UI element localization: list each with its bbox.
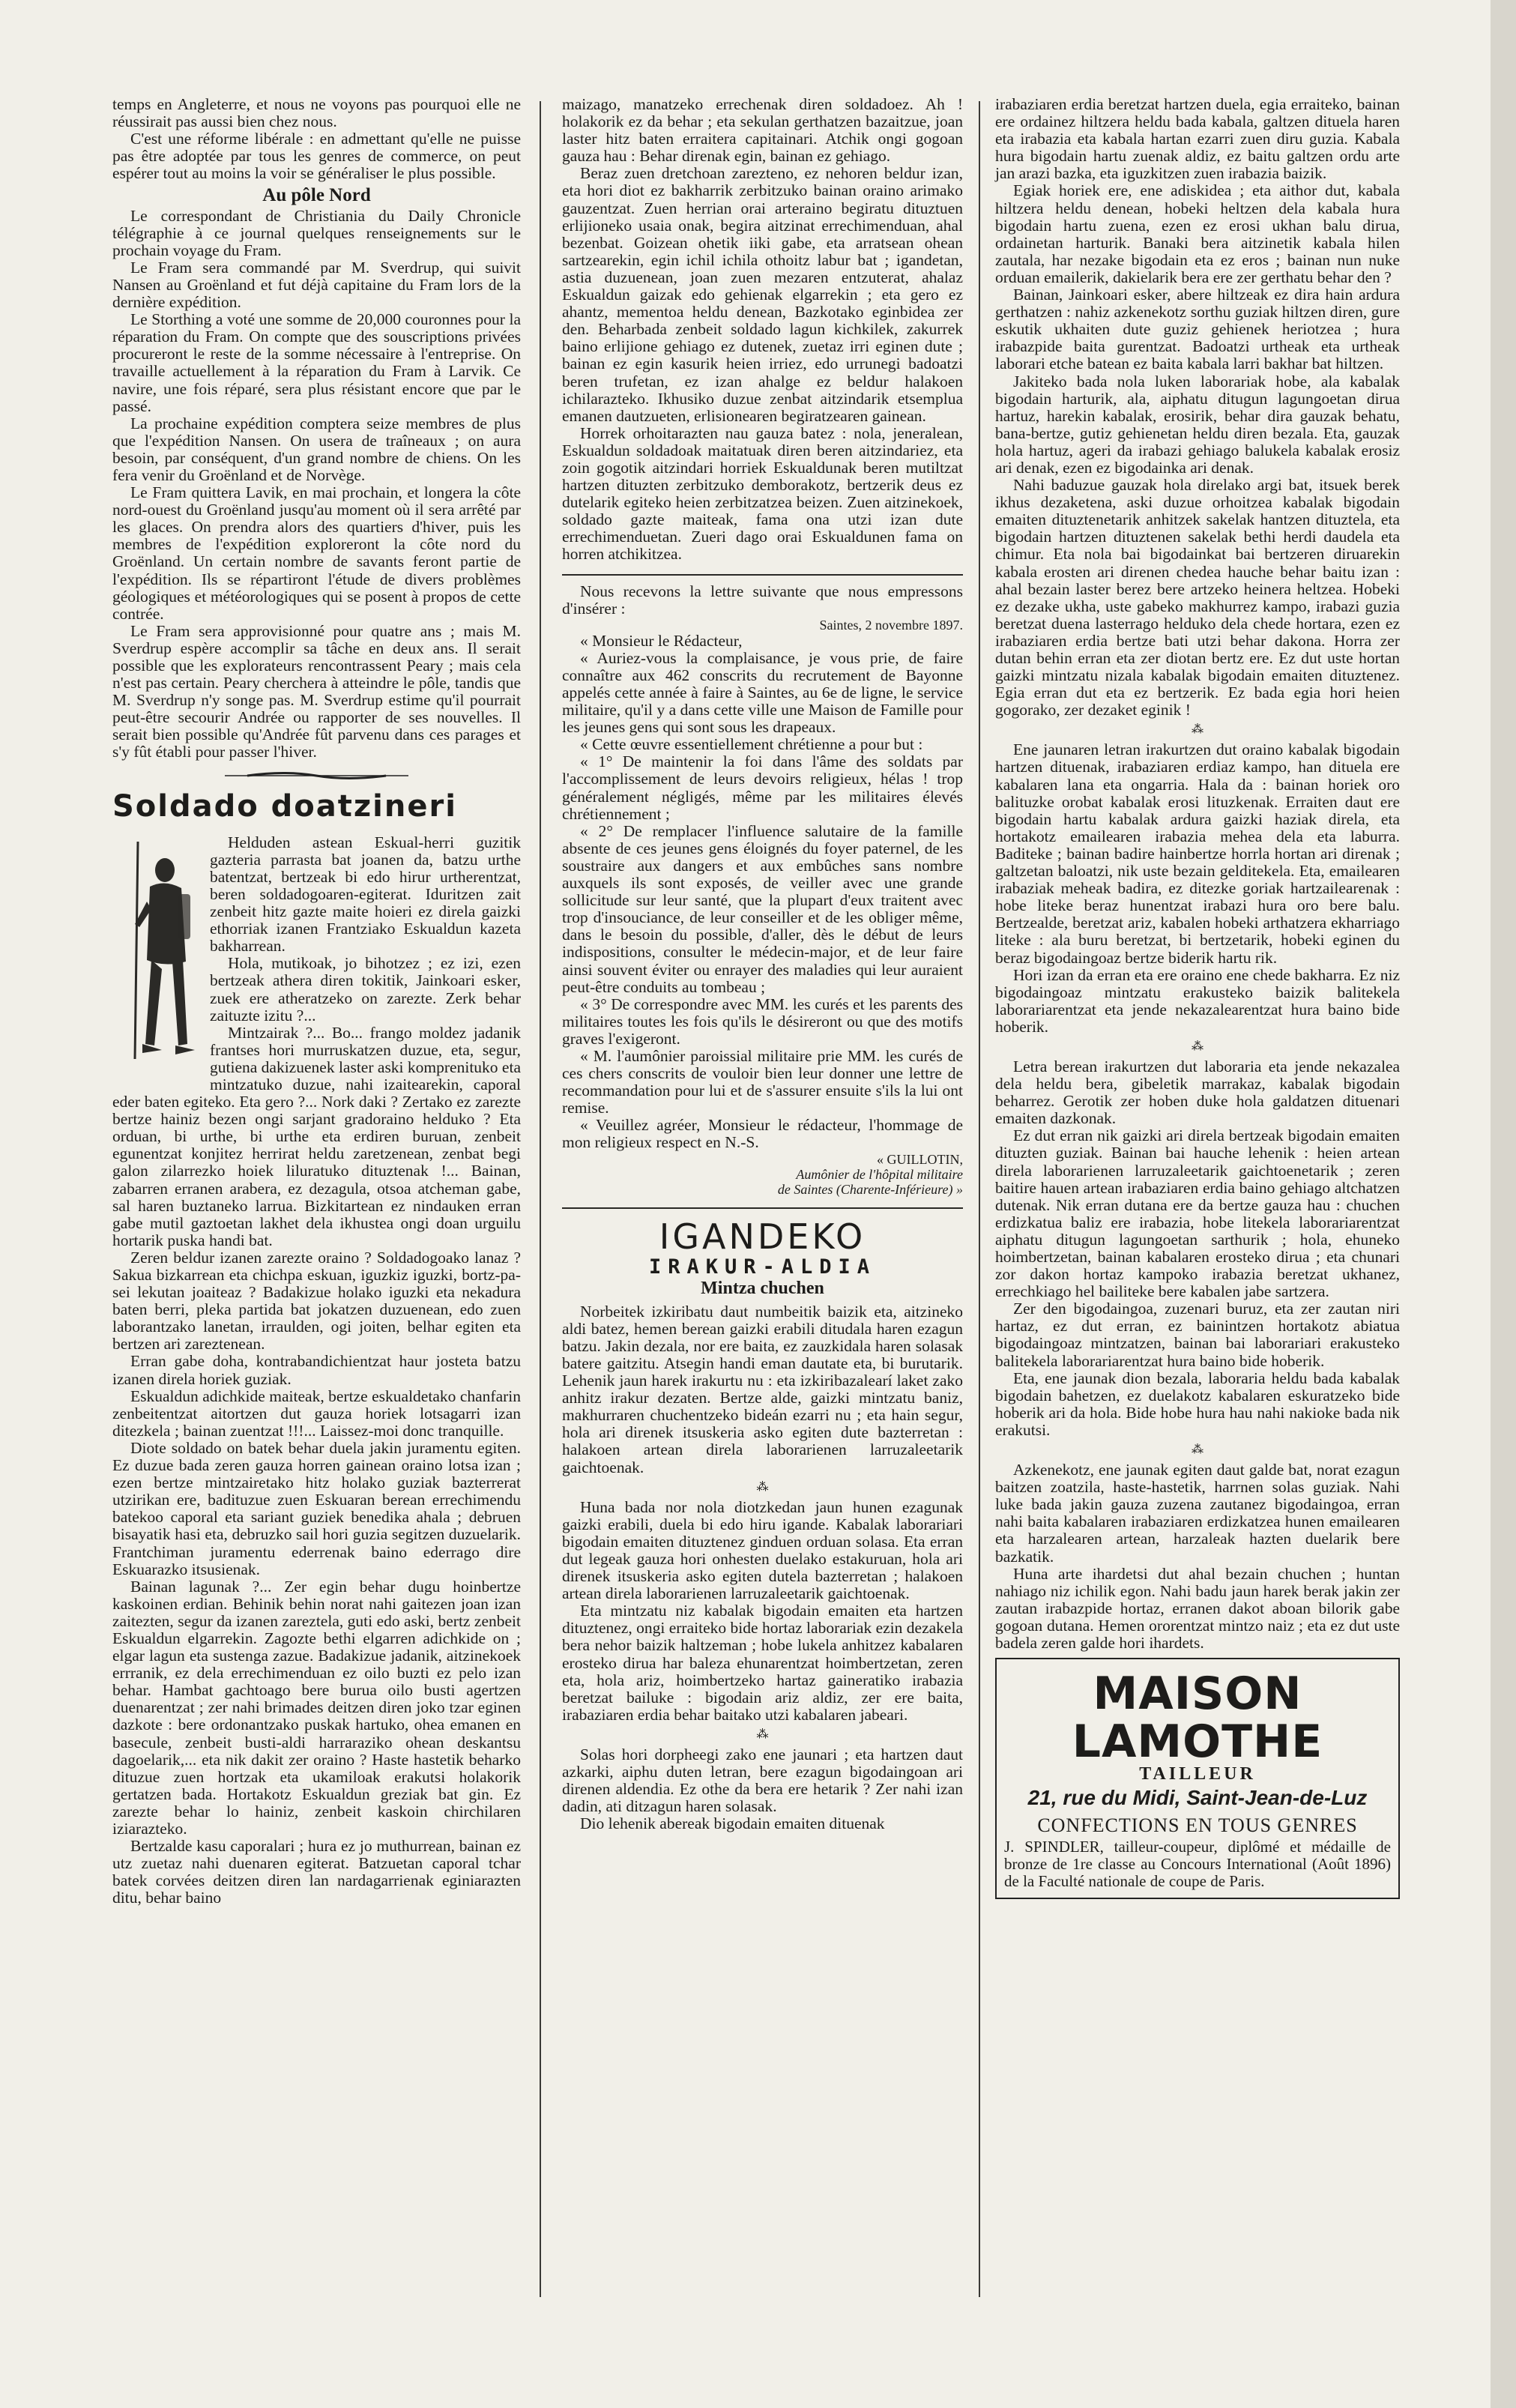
advertisement-box bbox=[995, 1658, 1400, 1899]
paragraph: Horrek orhoitarazten nau gauza batez : nola, jeneralean, Eskualdun soldadoak maitatuak diren beren aitzindariez, eta zoin gogotik aitzindari horriek Eskualdunak beren mutiltzat hartzen dituzten zerbitzuko demborakotz, bertzerik deus ez dutelarik egiteko heien zerbitzatzea beizen. Zuen aitzinekoek, soldado gazte maiteak, fama ona utzi izan dute errechimenduetan. Zueri dago orai Eskualdunen fama on horren atchikitzea. bbox=[562, 423, 963, 564]
paragraph: « M. l'aumônier paroissial militaire prie MM. les curés de ces chers conscrits de vouloir bien leur donner une lettre de recommandation pour lui et de s'assurer ensuite s'ils la lui ont remise. bbox=[562, 1046, 963, 1117]
paragraph: « Veuillez agréer, Monsieur le rédacteur, l'hommage de mon religieux respect en N.-S. bbox=[562, 1116, 963, 1152]
paragraph: Beraz zuen dretchoan zarezteno, ez nehoren beldur izan, eta hori diot ez bakharrik zerbitzuko bainan oraino arimako gauzentzat. Zuen herrian orai arteraino begiratu dituztuen erlijioneko usaia onak, begira aitzinat errechimenduan, ahal bezenbat. Goizean ohetik iiki gabe, eta arratsean ohean sartzearekin, egin ichil ichila othoitz labur bat ; igandetan, astia duzuenean, joan zuen mezaren entzuterat, ahalaz Eskualdun gaizak edo gehienak elgarrekin ; eta gero ez ahantz, mementoa heldu denean, Bazkotako eginbidea zer den. Beharbada zenbeit soldado lagun kichkilek, zakurrek baino erlijione gehiago ez dutenek, zuetaz irri eginen dute ; bainan ez egin kasurik heien irriez, edo urrunegi badoatzi beren trufetan, ez izan ahalge ez beldur halakoen ichilarazteko. Ikhusiko duzue zenbat aitzindarik etsemplua emanen dautzueten, erlisionearen begiratzearen gainean. bbox=[562, 164, 963, 425]
paragraph: Hola, mutikoak, jo bihotzez ; ez izi, ezen bertzeak athera diren tokitik, Jainkoari esker, zuek ere atheratzeko on zarezte. Zerk behar zaituzte izitu ?... bbox=[210, 954, 521, 1025]
asterism-icon: ⁂ bbox=[1192, 723, 1204, 737]
letter-intro: Nous recevons la lettre suivante que nous empressons d'insérer : bbox=[562, 582, 963, 618]
paragraph: irabaziaren erdia beretzat hartzen duela, egia erraiteko, bainan ere ordainez hiltzera heldu bada kabala, galtzen dituela haren eta irabazia eta kabala hartan ezarri zuen diru guzia. Kabala hura bigodain hartu zuenak aldiz, ez baitu galtzen ordu arte jan arazi bazka, eta iguzkitzen zuen irabazia baizik. bbox=[995, 95, 1400, 183]
paragraph: « 2° De remplacer l'influence salutaire de la famille absente de ces jeunes gens éloignés du foyer paternel, de les soustraire aux dangers et aux embûches sans nombre auxquels ils sont exposés, de veiller avec une grande sollicitude sur leur santé, que la plupart d'eux traitent avec trop d'insouciance, de leur conseiller et de les obliger même, dans le besoin du possible, d'aller, dès le début de leurs indispositions, consulter le médecin-major, et de leur faire ainsi souvent éviter ou enrayer des maladies qui leur auraient peut-être conduits au tombeau ; bbox=[562, 821, 963, 996]
page-edge bbox=[1491, 0, 1516, 2408]
soldier-illustration bbox=[112, 834, 201, 1074]
article-title-mintza: Mintza chuchen bbox=[701, 1278, 824, 1298]
paragraph: La prochaine expédition comptera seize membres de plus que l'expédition Nansen. On usera de traîneaux ; on aura besoin, par conséquent, d'un grand nombre de chiens. On les fera venir du Groënland et de Norvège. bbox=[112, 414, 521, 484]
paragraph: Le correspondant de Christiania du Daily Chronicle télégraphie à ce journal quelques renseignements sur le prochain voyage du Fram. bbox=[112, 206, 521, 259]
paragraph: Mintzairak ?... Bo... frango moldez jadanik frantses hori murruskatzen duzue, eta, segur, gutiena dakizuenek laster aski komprenituko eta mintzatuko duzue, nahi izaitearekin, caporal eder baten egiteko. Eta gero ?... Nork daki ? Zertako ez zarezte bertze hainiz bezen ongi sarjant gradoraino helduko ? Eta orduan, bi urthe, bi urthe eta erdiren buruan, zenbeit egunentzat konjitez herrirat heldu zaretzenean, zenbat begi galon zilarrezko hoiek liluratuko dituztenak !... Bainan, zabarren erranen arabera, ez dezagula, otsoa atcheman gabe, sal haren buztaneko larrua. Bizkitartean ez nindauken erran gabe mutil gaztoetan lakhet dela ikhustea ongi doan urguilu hortarik puska handi bat. bbox=[112, 1023, 521, 1249]
paragraph: Zeren beldur izanen zarezte oraino ? Soldadogoako lanaz ? Sakua bizkarrean eta chichpa eskuan, iguzkiz iguzki, bortz-pa-sei lekutan joaiteaz ? Badakizue holako iguzki eta nekadura baten berri, pleka partida bat jokatzen duzuenean, edo zuen laborantzako lanetan, irraulden, ogi joiten, belhar egiten eta bertzen ari zareztenean. bbox=[112, 1248, 521, 1354]
paragraph: Bertzalde kasu caporalari ; hura ez jo muthurrean, bainan ez utz zuetaz nahi duenaren egiterat. Batzuetan caporal tchar batek corvées deitzen diren lan nardagarrienak eginiarazten ditu, behar baino bbox=[112, 1837, 521, 1907]
letter-signature-place: de Saintes (Charente-Inférieure) » bbox=[777, 1181, 963, 1197]
article-title-soldado: Soldado doatzineri bbox=[112, 788, 457, 824]
paragraph: Norbeitek izkiribatu daut numbeitik baizik eta, aitzineko aldi batez, hemen berean gaizki erabili ditudala haren ezagun batzu. Jakin dezala, nor ere baita, ez zauzkidala haren solasak batere gaitzitu. Atsegin handi eman dautate eta, bi burutarik. Lehenik jaun harek irakurtu nu : eta izkiribazalearí laket zako anhitz irakur dezaten. Bertze alde, gaizki mintzatu baniz, makhurraren chuchentzeko bideán ezarri nu ; eta hain segur, hola ari direnek itsuskeria asko egiten dute bazterretan : halakoen artean direla laborarienen larruzaleetarik gaichtoenak. bbox=[562, 1302, 963, 1476]
paragraph: Ez dut erran nik gaizki ari direla bertzeak bigodain emaiten dituzten guziak. Bainan bai hauche lehenik : heien artean direla laborarienen larruzaleetarik gaichtoenetarik ; zeren baitire hauen artean irabaziaren erdia baino gehiago altchatzen dutenak. Nik erran dutana ere da bertze gauza hau : chuchen erdizkatua baliz ere irabazia, hobe litekela laborariarentzat aiphatu ditugun lagungoetan sarthurik ; hola, ehuneko hoimbertzetan, bainan kabalaren erosteko dirua ; eta chunari zor dakon hortaz kampoko irabazia beretzat ukhanez, errechkiago hel bailiteke bere kabalen jabe sartzera. bbox=[995, 1126, 1400, 1301]
section-title-igandeko: IGANDEKO bbox=[659, 1216, 866, 1257]
paragraph: « Cette œuvre essentiellement chrétienne a pour but : bbox=[580, 735, 923, 754]
paragraph: Erran gabe doha, kontrabandichientzat haur josteta batzu izanen direla horiek guziak. bbox=[112, 1352, 521, 1388]
paragraph: maizago, manatzeko errechenak diren soldadoez. Ah ! holakorik ez da behar ; eta sekulan gerthatzen bazaitzue, joan laster hitz baten erraitera capitainari. Atchik ongi gogoan gauza hau : Behar direnak egin, bainan ez gehiago. bbox=[562, 95, 963, 166]
paragraph: Eta mintzatu niz kabalak bigodain emaiten eta hartzen dituztenez, ongi erraiteko bide hortaz laborariak ezin dezakela bera nehor baizik haltzeman ; hobe lukela anhitzez kabalaren erosteko dirua har baleza ehunarentzat hoimbertzetan, zeren eta, hola ariz, hoimbertzeko hartaz gaineratiko irabazia beretzat bailuke : bigodain ariz aldiz, zer ere baita, irabaziaren erdia behar baitako utzi kabalaren jabeari. bbox=[562, 1602, 963, 1724]
ad-text: J. SPINDLER, tailleur-coupeur, diplômé et médaille de bronze de 1re classe au Concours International (Août 1896) de la Faculté nationale de coupe de Paris. bbox=[1004, 1838, 1391, 1891]
paragraph: Bainan, Jainkoari esker, abere hiltzeak ez dira hain ardura gerthatzen : nahiz azkenekotz sorthu guziak hiltzen diren, gure eskutik ukhaiten dute guziz gehienek heriotzea ; hura irabazpide baita gurentzat. Badoatzi urtheak eta urtheak laborari etche batean ez baita kabala larri bakhar bat hiltzen. bbox=[995, 286, 1400, 373]
section-subtitle-irakur-aldia: IRAKUR-ALDIA bbox=[648, 1255, 877, 1279]
letter-date: Saintes, 2 novembre 1897. bbox=[819, 617, 963, 633]
divider bbox=[562, 574, 963, 576]
letter-salutation: « Monsieur le Rédacteur, bbox=[580, 631, 743, 650]
column-2 bbox=[562, 96, 963, 1832]
paragraph: Ene jaunaren letran irakurtzen dut oraino kabalak bigodain hartzen dituenak, irabaziaren erdiaz kampo, han dituela ere kabalaren lana eta ongarria. Hala da : bainan horiek oro balituzke orobat kabalak erosi lituzkenak. Erraiten daut ere bigodain hartu kabalak ardura gaizki haziak direla, eta hortakotz emailearen irabazia mehea dela eta laburra. Baditeke ; bainan badire hainbertze horrla hortan ari direnak ; galtzetan baloatzi, nik uste bezain gelditekela. Eta, emailearen irabaziak meheak badira, ez ditezke goriak hartzailearenak : hobe liteke beraz hunentzat irabazi hura oro bere balu. Bertzealde, beretzat ariz, kabalen hobeki arthatzera ekharriago liteke : ala buru beretzat, bi bertzetarik, hobeki eginen du beraz bigodaingoaz bertze biderik hartu rik. bbox=[995, 740, 1400, 967]
paragraph: Le Fram quittera Lavik, en mai prochain, et longera la côte nord-ouest du Groënland jusqu'au moment où il sera arrêté par les glaces. On prendra alors des quartiers d'hiver, puis les membres de l'expédition exploreront la côte nord du Groënland. Un certain nombre de savants feront partie de l'expédition. Ils se répartiront l'étude de divers problèmes géologiques et météorologiques qui se posent à propos de cette contrée. bbox=[112, 483, 521, 623]
paragraph: Le Fram sera approvisionné pour quatre ans ; mais M. Sverdrup espère accomplir sa tâche en deux ans. Il serait possible que les explorateurs rencontrassent Peary ; mais cela n'est pas certain. Peary cherchera à atteindre le pôle, tandis que M. Sverdrup n'y songe pas. M. Sverdrup estime qu'il pourrait peut-être secourir Andrée ou rapporter de ses nouvelles. Il serait bien possible qu'Andrée fût parvenu dans ces parages et s'y fût établi pour passer l'hiver. bbox=[112, 621, 521, 761]
letter-signature-role: Aumônier de l'hôpital militaire bbox=[796, 1166, 963, 1182]
ad-business-name: MAISON LAMOTHE bbox=[1072, 1668, 1323, 1769]
paragraph: Eskualdun adichkide maiteak, bertze eskualdetako chanfarin zenbeitentzat aitortzen dut gauza horiek lotsagarri izan ditezkela ; bainan zuentzat !!!... Laissez-moi donc tranquille. bbox=[112, 1386, 521, 1440]
asterism-icon: ⁂ bbox=[1192, 1443, 1204, 1457]
paragraph: Huna bada nor nola diotzkedan jaun hunen ezagunak gaizki erabili, duela bi edo hiru igande. Kabalak laborariari bigodain emaiten dituztenez ginduen orduan solasa. Eta erran dut legeak gauza hori onhesten duelako estakuruan, hola ari direnek itsuskeria asko egiten dutela bazterretan ; halakoen artean direla laborarienen larruzaleetarik gaichtoenak. bbox=[562, 1497, 963, 1603]
paragraph: Azkenekotz, ene jaunak egiten daut galde bat, norat ezagun baitzen zoatzila, haste-hastetik, harrnen solas guziak. Nahi luke bada jakin gauza zuzena zautanez bigodaingoa, erran nahi baita kabalaren irabaziaren erdizkatzea hunen emailearen eta harzalearen artean, harzaleak hazten duelarik bere bazkatik. bbox=[995, 1461, 1400, 1566]
paragraph: « 1° De maintenir la foi dans l'âme des soldats par l'accomplissement de leurs devoirs religieux, hélas ! trop généralement négligés, même par les militaires élevés chrétiennement ; bbox=[562, 752, 963, 823]
divider bbox=[562, 1207, 963, 1209]
paragraph: « 3° De correspondre avec MM. les curés et les parents des militaires toutes les fois qu'ils le désireront ou que des motifs graves l'exigeront. bbox=[562, 995, 963, 1048]
paragraph: Le Storthing a voté une somme de 20,000 couronnes pour la réparation du Fram. On compte que des souscriptions privées procureront le reste de la somme nécessaire à l'entreprise. On travaille actuellement à la réparation du Fram à Larvik. Ce navire, une fois réparé, sera plus résistant encore que par le passé. bbox=[112, 310, 521, 415]
paragraph: Helduden astean Eskual-herri guzitik gazteria parrasta bat joanen da, batzu urthe batentzat, bertzeak bi edo hirur urtherentzat, beren soldadogoaren-egiterat. Iduritzen zait zenbeit hitz gazte maite hoieri ez direla gaizki ethorriak izanen Frantziako Eskualdun kazeta bakharrean. bbox=[210, 833, 521, 956]
asterism-icon: ⁂ bbox=[756, 1480, 769, 1494]
ad-heading: CONFECTIONS EN TOUS GENRES bbox=[1037, 1814, 1358, 1837]
ornamental-divider bbox=[112, 769, 521, 782]
column-rule bbox=[979, 101, 980, 2297]
paragraph: Bainan lagunak ?... Zer egin behar dugu hoinbertze kaskoinen erdian. Behinik behin norat nahi gaitezen joan izan zaitezten, segur da izanen zareztela, guti edo aski, bertz zenbeit Eskualdun elgarrekin. Zagozte bethi elgarren adichkide on ; elgar lagun eta sustenga zazue. Badakizue jadanik, aitzinekoek errranik, ez dela errechimenduan ez oilo buzti ez pelo izan behar. Hambat gachtoago bere burua oilo busti agertzen duenarentzat ; zer nahi brimades deitzen diren joko tzar eginen dazkote : bere ordonantzako puskak hartuko, ohea emanen en basecule, zenbeit busti-aldi harraraziko ohean deskantsu dagoelarik,... eta nik dakit zer oraino ? Haste hastetik beharko dituzue zuen hortzak eta ukamiloak erakutsi holakorik gertatzen bada. Hortakotz Eskualdun greziak bat gin. Ez zarezte behar lo hainiz, zenbeit kaskoin chirchilaren iziarazteko. bbox=[112, 1577, 521, 1838]
column-rule bbox=[540, 101, 541, 2297]
asterism-icon: ⁂ bbox=[1192, 1039, 1204, 1053]
asterism-icon: ⁂ bbox=[756, 1727, 769, 1741]
ad-address: 21, rue du Midi, Saint-Jean-de-Luz bbox=[1027, 1786, 1368, 1810]
paragraph: Le Fram sera commandé par M. Sverdrup, qui suivit Nansen au Groënland et fut déjà capitaine du Fram lors de la dernière expédition. bbox=[112, 258, 521, 312]
ad-trade: TAILLEUR bbox=[1139, 1764, 1256, 1784]
paragraph: Solas hori dorpheegi zako ene jaunari ; eta hartzen daut azkarki, aiphu duten letran, bere ezagun bigodaingoan ari direnen aldendia. Ez othe da bera ere hetarik ? Zer nahi izan dadin, ati ditzagun haren solasak. bbox=[562, 1745, 963, 1816]
paragraph: Diote soldado on batek behar duela jakin juramentu egiten. Ez duzue bada zeren gauza horren gainean oraino lotsa izan ; ezen bertze mintzairetako hitz holako guziak bazterrerat utzirikan ere, badituzue zuen Eskuaran berean errechimendu batekoo caporal eta sariant guziek benedika ahala ; debruen bisayatik hasi eta, debruzko sail hori guzia segitzen duzuelarik. Frantchiman juramentu ederrenak baino ederrago dire Eskuarazko itsusienak. bbox=[112, 1438, 521, 1578]
paragraph: Zer den bigodaingoa, zuzenari buruz, eta zer zautan niri hartaz, ez dut erran, ez bainintzen hortakotz abiatua bigodaingoaz mintzatzen, bainan bai laborariari erakusteko balitekela laborariarentzat hura baino bide hoberik. bbox=[995, 1300, 1400, 1370]
paragraph: temps en Angleterre, et nous ne voyons pas pourquoi elle ne réussirait pas aussi bien chez nous. bbox=[112, 95, 521, 131]
paragraph: Egiak horiek ere, ene adiskidea ; eta aithor dut, kabala hiltzera heldu denean, hobeki heltzen dela kabala hura bigodain hartu zuena, ezen ez erosi ukhan balu dirua, ordainetan harturik. Banaki bera aitzinetik kabala hilen zautala, har nezake bigodain eta ez eros ; bainan nun nuke orduan emailerik, dakielarik bera ere zer gerthatu behar den ? bbox=[995, 181, 1400, 286]
paragraph: « Auriez-vous la complaisance, je vous prie, de faire connaître aux 462 conscrits du recrutement de Bayonne appelés cette année à faire à Saintes, au 6e de ligne, le service militaire, qu'il y a dans cette ville une Maison de Famille pour les jeunes gens qui sont sous les drapeaux. bbox=[562, 648, 963, 737]
paragraph: Eta, ene jaunak dion bezala, laboraria heldu bada kabalak bigodain bahetzen, ez duelakotz kabalaren eskuratzeko bide hoberik ari da hola. Bide hobe hura hau nahi nakioke bada nik erakutsi. bbox=[995, 1369, 1400, 1439]
column-1 bbox=[112, 96, 521, 1907]
section-title-pole-nord: Au pôle Nord bbox=[262, 185, 371, 206]
paragraph: Letra berean irakurtzen dut laboraria eta jende nekazalea dela heldu bera, gibeletik marrakaz, kabalak bigodain beharrez. Gerotik zer hoben duke hola galdatzen dituenari emaiten dazkonak. bbox=[995, 1057, 1400, 1128]
paragraph: Dio lehenik abereak bigodain emaiten dituenak bbox=[580, 1814, 885, 1833]
paragraph: C'est une réforme libérale : en admettant qu'elle ne puisse pas être adoptée par tous les genres de commerce, on peut espérer tout au moins la voir se généraliser le plus possible. bbox=[112, 130, 521, 183]
letter-signature: « GUILLOTIN, bbox=[877, 1151, 963, 1167]
paragraph: Hori izan da erran eta ere oraino ene chede bakharra. Ez niz bigodaingoaz mintzatu erakusteko baizik balitekela laborariarentzat eta jende nekazalearentzat hura baino bide hoberik. bbox=[995, 965, 1400, 1036]
paragraph: Huna arte ihardetsi dut ahal bezain chuchen ; huntan nahiago niz ichilik egon. Nahi badu jaun harek berak jakin zer zautan irabazpide hortaz, erranen dakot aboan bilorik gabe gogoan dutana. Hemen ororentzat mintzo naiz ; eta ez dut uste badela zeren galde hori ihardets. bbox=[995, 1564, 1400, 1652]
paragraph: Nahi baduzue gauzak hola direlako argi bat, itsuek berek ikhus dezaketena, aski duzue orhoitzea kabalak bigodain emaiten dituztenetarik anhitzek sakelak hantzen dituztela, eta bigodain hartzen dituztenen sakelak bethi herdi daudela eta chimur. Eta nola bai bigodainkat bai bertzeren diruarekin kabala erosten ari direnen chedea hauche behar baitu izan : ahal bezain laster berez bere artzeko heinera heltzea. Hobeki ez dezake ukha, uste gabeko makhurrez kampo, irabazi guzia beretzat duena lasterrago helduko dela chede hortara, ezen ez irabaziaren erdia bertze bati utzi behar dakona. Horra zer dutan behin erran eta zer diotan bertz ere. Ez dut uste hortan gaizki mintzatu nizala kabalak bigodain emaiten dituztenez. Egia erran dut eta ez bertzerik. Ez bada egia hori heien gogorako, zer dezaket eginik ! bbox=[995, 476, 1400, 719]
paragraph: Jakiteko bada nola luken laborariak hobe, ala kabalak bigodain harturik, ala, aiphatu ditugun lagungoetan dirua hartuz, harekin kabalak, erosirik, behar dira gauzak behatu, bana-bertze, gutiz gehienetan heldu diren bezala. Eta, gauzak hola hartuz, ageri da irabazi gehiago balukela kabalak erosiz ari denak, ezen ez bigodainka ari denak. bbox=[995, 372, 1400, 477]
column-3 bbox=[995, 96, 1400, 1899]
